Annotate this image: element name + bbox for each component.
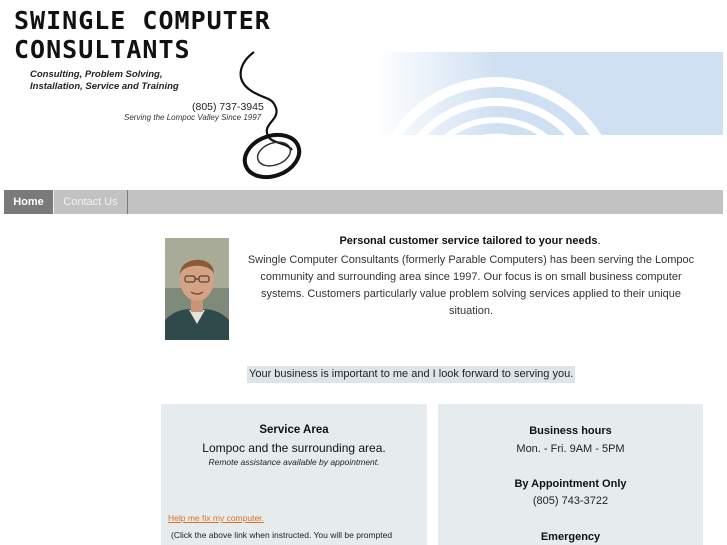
- logo-line-1: SWINGLE COMPUTER: [14, 6, 271, 35]
- site-header: [0, 0, 727, 186]
- service-area-instructions: (Click the above link when instructed. You will be prompted: [171, 530, 393, 540]
- tagline-line-2: Installation, Service and Training: [30, 81, 179, 92]
- mouse-cord-swirl-icon: [232, 50, 304, 180]
- nav-home[interactable]: Home: [4, 190, 54, 214]
- intro-title-suffix: .: [597, 235, 601, 247]
- appointment-title: By Appointment Only: [514, 478, 627, 490]
- service-area-panel: [161, 404, 427, 545]
- service-area-title: Service Area: [259, 424, 329, 436]
- appointment-phone: (805) 743-3722: [532, 495, 609, 507]
- banner-graphic: [376, 52, 723, 135]
- highlight-message: Your business is important to me and I look forward to serving you.: [247, 366, 575, 383]
- tagline-line-1: Consulting, Problem Solving,: [30, 69, 163, 80]
- intro-body: Swingle Computer Consultants (formerly Parable Computers) has been serving the Lompoc community and surrounding area since 1997. Our focus is on small business computer systems. Customers particularly value problem solving services applied to their unique situation.: [247, 254, 695, 317]
- intro-title-text: Personal customer service tailored to your needs: [339, 235, 598, 247]
- nav-contact-us[interactable]: Contact Us: [54, 190, 128, 214]
- intro-title: [240, 235, 700, 247]
- serving-since: Serving the Lompoc Valley Since 1997: [124, 113, 262, 122]
- logo-line-2: CONSULTANTS: [14, 35, 191, 64]
- emergency-title: Emergency: [540, 531, 601, 543]
- business-hours-text: Mon. - Fri. 9AM - 5PM: [516, 443, 625, 455]
- service-area-note: Remote assistance available by appointment.: [208, 457, 380, 467]
- owner-photo: [165, 238, 229, 340]
- business-hours-panel: [438, 404, 703, 545]
- service-area-text: Lompoc and the surrounding area.: [202, 441, 386, 455]
- help-fix-computer-link[interactable]: Help me fix my computer.: [168, 513, 264, 523]
- tagline: [30, 69, 179, 93]
- business-hours-title: Business hours: [529, 425, 612, 437]
- main-nav: [4, 190, 723, 214]
- header-phone: (805) 737-3945: [192, 101, 264, 113]
